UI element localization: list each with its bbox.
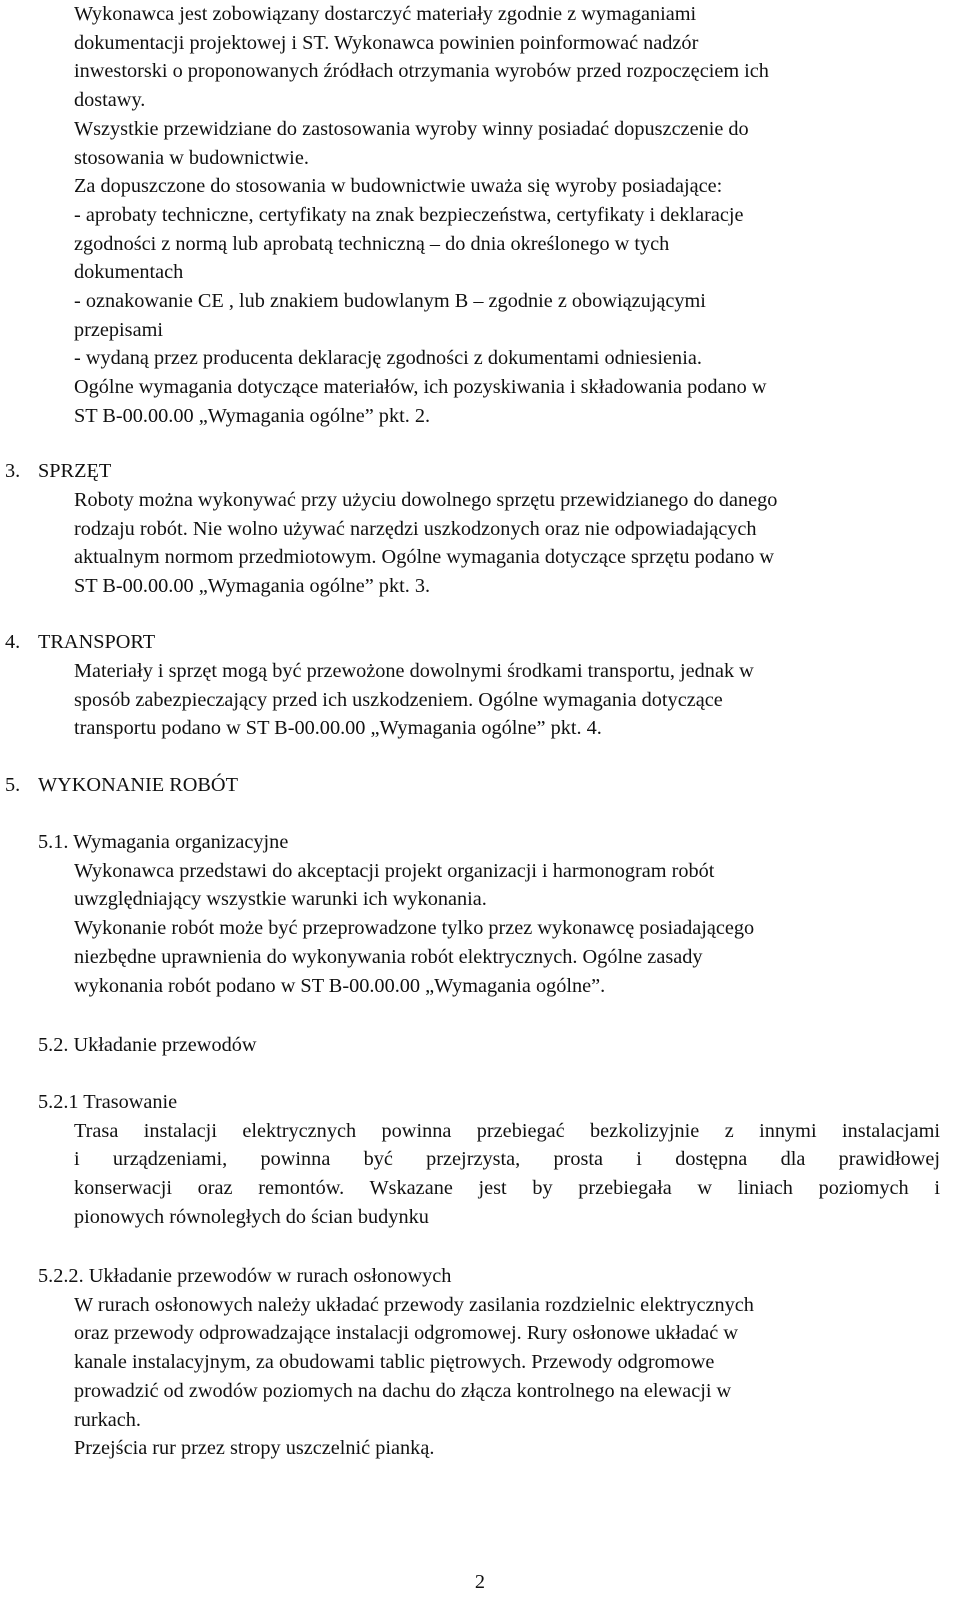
text-line: Roboty można wykonywać przy użyciu dowolnego sprzętu przewidzianego do danego bbox=[74, 489, 778, 511]
text-line: Wykonawca przedstawi do akceptacji projekt organizacji i harmonogram robót bbox=[74, 859, 715, 882]
subsection-heading: 5.2.2. Układanie przewodów w rurach osłonowych bbox=[38, 1265, 452, 1287]
text-line: stosowania w budownictwie. bbox=[74, 146, 309, 169]
section-title: WYKONANIE ROBÓT bbox=[38, 774, 238, 796]
text-line: sposób zabezpieczający przed ich uszkodzeniem. Ogólne wymagania dotyczące bbox=[74, 688, 723, 711]
text-line: pionowych równoległych do ścian budynku bbox=[74, 1205, 429, 1228]
section-title: SPRZĘT bbox=[38, 460, 112, 482]
text-line: - oznakowanie CE , lub znakiem budowlanym B – zgodnie z obowiązującymi bbox=[74, 290, 706, 313]
page-number: 2 bbox=[474, 1571, 486, 1593]
text-line: dokumentacji projektowej i ST. Wykonawca powinien poinformować nadzór bbox=[74, 31, 699, 54]
text-line: zgodności z normą lub aprobatą techniczną – do dnia określonego w tych bbox=[74, 232, 670, 255]
text-line: Ogólne wymagania dotyczące materiałów, ich pozyskiwania i składowania podano w bbox=[74, 376, 767, 399]
text-line: dostawy. bbox=[74, 89, 146, 112]
text-line: Materiały i sprzęt mogą być przewożone dowolnymi środkami transportu, jednak w bbox=[74, 660, 754, 682]
sprzet-paragraph bbox=[74, 486, 954, 601]
text-line: Przejścia rur przez stropy uszczelnić pianką. bbox=[74, 1437, 435, 1460]
text-line: aktualnym normom przedmiotowym. Ogólne wymagania dotyczące sprzętu podano w bbox=[74, 546, 775, 569]
text-line: dokumentach bbox=[74, 261, 184, 284]
text-line: Za dopuszczone do stosowania w budownictwie uważa się wyroby posiadające: bbox=[74, 175, 723, 198]
subsection-heading: 5.2.1 Trasowanie bbox=[38, 1091, 178, 1113]
text-line: rodzaju robót. Nie wolno używać narzędzi uszkodzonych oraz nie odpowiadających bbox=[74, 517, 757, 540]
text-line: Trasa instalacji elektrycznych powinna przebiegać bezkolizyjnie z innymi instalacjami bbox=[74, 1119, 940, 1142]
text-line: W rurach osłonowych należy układać przewody zasilania rozdzielnic elektrycznych bbox=[74, 1293, 754, 1316]
text-line: oraz przewody odprowadzające instalacji odgromowej. Rury osłonowe układać w bbox=[74, 1322, 738, 1345]
subsection-heading: 5.1. Wymagania organizacyjne bbox=[38, 831, 289, 853]
subsection-5-2-1 bbox=[38, 1088, 940, 1232]
section-heading-sprzet bbox=[5, 457, 111, 486]
text-line: ST B-00.00.00 „Wymagania ogólne” pkt. 2. bbox=[74, 404, 431, 427]
section-number: 5. bbox=[5, 774, 21, 796]
text-line: Wszystkie przewidziane do zastosowania wyroby winny posiadać dopuszczenie do bbox=[74, 117, 749, 140]
text-line: wykonania robót podano w ST B-00.00.00 „Wymagania ogólne”. bbox=[74, 974, 606, 997]
subsection-heading: 5.2. Układanie przewodów bbox=[38, 1034, 257, 1056]
subsection-5-2 bbox=[38, 1031, 954, 1060]
text-line: rurkach. bbox=[74, 1408, 142, 1431]
text-line: transportu podano w ST B-00.00.00 „Wymagania ogólne” pkt. 4. bbox=[74, 717, 602, 740]
section-title: TRANSPORT bbox=[38, 631, 156, 653]
text-line: kanale instalacyjnym, za obudowami tablic piętrowych. Przewody odgromowe bbox=[74, 1351, 715, 1374]
section-number: 3. bbox=[5, 460, 21, 482]
section-number: 4. bbox=[5, 631, 21, 653]
subsection-5-2-2 bbox=[38, 1262, 954, 1463]
text-line: przepisami bbox=[74, 318, 163, 341]
transport-paragraph bbox=[74, 657, 954, 743]
text-line: niezbędne uprawnienia do wykonywania robót elektrycznych. Ogólne zasady bbox=[74, 945, 703, 968]
subsection-5-1 bbox=[38, 828, 954, 1000]
section-heading-transport bbox=[5, 628, 155, 657]
text-line: - aprobaty techniczne, certyfikaty na znak bezpieczeństwa, certyfikaty i deklaracje bbox=[74, 203, 744, 226]
section-heading-wykonanie bbox=[5, 771, 238, 800]
text-line: i urządzeniami, powinna być przejrzysta, prosta i dostępna dla prawidłowej bbox=[74, 1148, 940, 1171]
text-line: uwzględniający wszystkie warunki ich wykonania. bbox=[74, 888, 487, 911]
text-line: prowadzić od zwodów poziomych na dachu do złącza kontrolnego na elewacji w bbox=[74, 1379, 732, 1402]
text-line: - wydaną przez producenta deklarację zgodności z dokumentami odniesienia. bbox=[74, 347, 702, 370]
materials-paragraph bbox=[74, 0, 954, 431]
text-line: konserwacji oraz remontów. Wskazane jest by przebiegała w liniach poziomych i bbox=[74, 1177, 940, 1200]
text-line: ST B-00.00.00 „Wymagania ogólne” pkt. 3. bbox=[74, 575, 431, 598]
text-line: Wykonanie robót może być przeprowadzone tylko przez wykonawcę posiadającego bbox=[74, 917, 755, 940]
text-line: Wykonawca jest zobowiązany dostarczyć materiały zgodnie z wymaganiami bbox=[74, 3, 697, 25]
text-line: inwestorski o proponowanych źródłach otrzymania wyrobów przed rozpoczęciem ich bbox=[74, 60, 769, 83]
